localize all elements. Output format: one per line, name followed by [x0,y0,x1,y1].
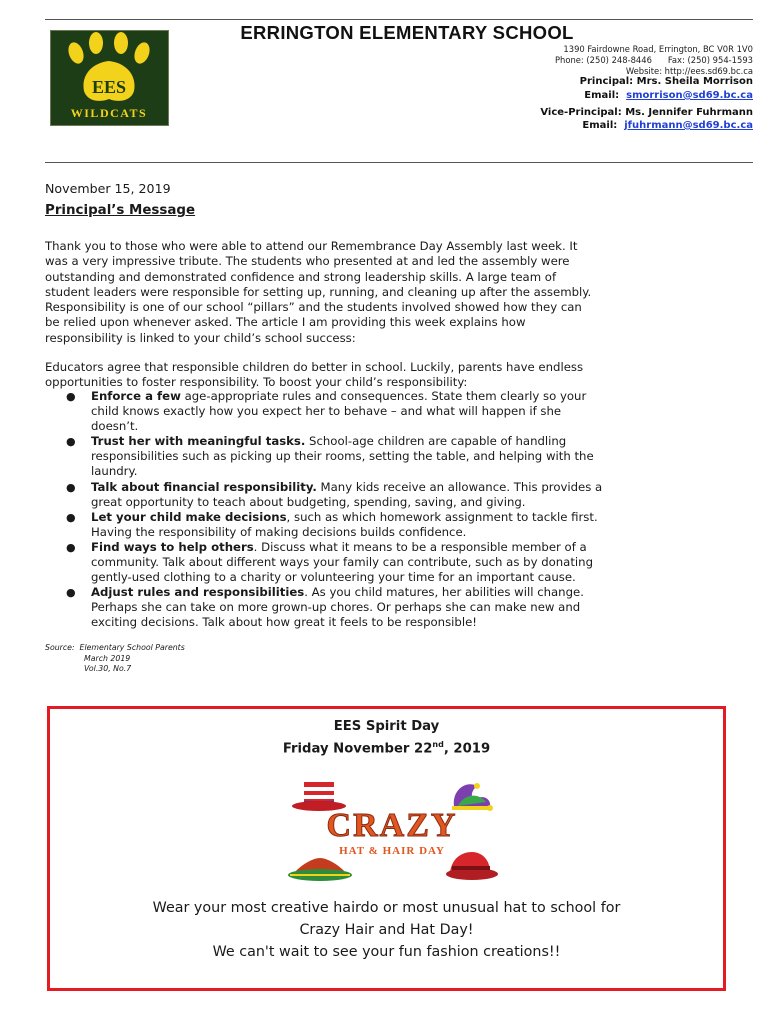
source-line: March 2019 [84,653,131,663]
spirit-day-box [47,706,726,991]
tip-text: Perhaps she can take on more grown-up chores. Or perhaps she can make new and [91,600,581,615]
tip-bold: Find ways to help others [91,539,254,554]
tip-bold: Trust her with meaningful tasks. [91,434,306,449]
tip-text: exciting decisions. Talk about how great it feels to be responsible! [91,615,477,630]
educators-paragraph [45,360,733,391]
tip-text: . Discuss what it means to be a responsible member of a [253,539,587,554]
source-line: Source: Elementary School Parents [45,643,185,652]
vice-principal-name: Vice-Principal: Ms. Jennifer Fuhrmann [540,107,753,118]
message-line: Crazy Hair and Hat Day! [299,922,474,938]
source-line: Vol.30, No.7 [84,664,132,673]
letter-date: November 15, 2019 [45,181,171,196]
bullet-icon: ● [66,480,76,494]
fedora-icon [446,852,498,880]
tip-bold: Talk about financial responsibility. [91,479,317,494]
tip-bold: Adjust rules and responsibilities [91,585,305,600]
school-phone-fax: Phone: (250) 248-8446 Fax: (250) 954-1593 [554,55,753,65]
tip-text: child knows exactly how you expect her to behave – and what will happen if she [91,404,562,419]
vp-email-link[interactable]: jfuhrmann@sd69.bc.ca [624,120,753,131]
top-rule [45,19,753,20]
tip-text: community. Talk about different ways your family can contribute, such as by donating [91,555,593,570]
tip-item [66,434,746,479]
school-address: 1390 Fairdowne Road, Errington, BC V0R 1V0 [563,44,753,54]
school-website: Website: http://ees.sd69.bc.ca [625,66,753,76]
paragraph-line: Responsibility is one of our school “pillars” and the students involved showed how they can [45,300,582,315]
crazy-hat-hair-day-graphic [282,776,502,891]
principal-email-link[interactable]: smorrison@sd69.bc.ca [626,90,753,101]
tip-item [66,510,746,540]
responsibility-tips-list [66,389,746,631]
sombrero-icon [288,858,352,881]
tip-item [66,585,746,630]
tip-item [66,389,746,434]
tip-bold: Enforce a few [91,389,181,403]
tip-text: great opportunity to teach about budgeting, spending, saving, and giving. [91,494,526,509]
article-source [45,643,185,675]
paragraph-line: outstanding and demonstrated confidence and strong leadership skills. A large team of [45,269,557,284]
tip-text: laundry. [91,464,138,479]
crazy-word: CRAZY [326,807,458,844]
tip-text: . As you child matures, her abilities will change. [304,585,584,600]
tip-text: age-appropriate rules and consequences. State them clearly so your [180,389,587,403]
paragraph-line: responsibility is linked to your child’s school success: [45,330,356,345]
bullet-icon: ● [66,435,76,449]
paragraph-line: opportunities to foster responsibility. To boost your child’s responsibility: [45,375,468,390]
intro-paragraph [45,239,733,346]
tip-text: responsibilities such as picking up their rooms, setting the table, and helping with the [91,449,594,464]
spirit-day-title: EES Spirit Day [333,719,440,734]
spirit-day-message [50,897,723,963]
tip-text: Having the responsibility of making decisions builds confidence. [91,524,467,539]
tip-item [66,540,746,585]
logo-text: WILDCATS [70,106,148,120]
header-divider [45,162,753,163]
school-name: ERRINGTON ELEMENTARY SCHOOL [240,22,574,43]
paragraph-line: be relied upon whenever asked. The article I am providing this week explains how [45,315,526,330]
tip-text: gently-used clothing to a charity or volunteering your time for an important cause. [91,570,576,585]
tip-text: doesn’t. [91,419,139,434]
bullet-icon: ● [66,586,76,600]
paragraph-line: Educators agree that responsible children do better in school. Luckily, parents have endless [45,360,584,374]
logo-letters: EES [91,77,127,97]
tip-bold: Let your child make decisions [91,509,287,524]
vice-principal-email-row [582,120,753,131]
bullet-icon: ● [66,390,76,403]
tip-text: , such as which homework assignment to tackle first. [286,509,598,524]
tip-item [66,480,746,510]
tip-text: School-age children are capable of handling [305,434,567,449]
jester-hat-icon [452,783,493,811]
principal-name: Principal: Mrs. Sheila Morrison [579,76,753,87]
bullet-icon: ● [66,510,76,524]
hat-hair-day-text: HAT & HAIR DAY [339,845,445,857]
principal-message-heading: Principal’s Message [45,203,196,218]
principal-email-row [584,90,753,101]
bullet-icon: ● [66,540,76,554]
paragraph-line: was a very impressive tribute. The students who presented at and led the assembly were [45,254,570,269]
spirit-day-date: Friday November 22nd, 2019 [282,740,491,757]
paragraph-line: student leaders were responsible for setting up, running, and cleaning up after the assembly. [45,284,592,299]
vp-email-label: Email: [582,120,618,131]
principal-email-label: Email: [584,90,620,101]
school-logo [50,30,169,126]
message-line: We can't wait to see your fun fashion creations!! [212,944,561,960]
message-line: Wear your most creative hairdo or most unusual hat to school for [152,900,621,916]
tip-text: Many kids receive an allowance. This provides a [316,479,603,494]
paragraph-line: Thank you to those who were able to attend our Remembrance Day Assembly last week. It [45,239,578,253]
